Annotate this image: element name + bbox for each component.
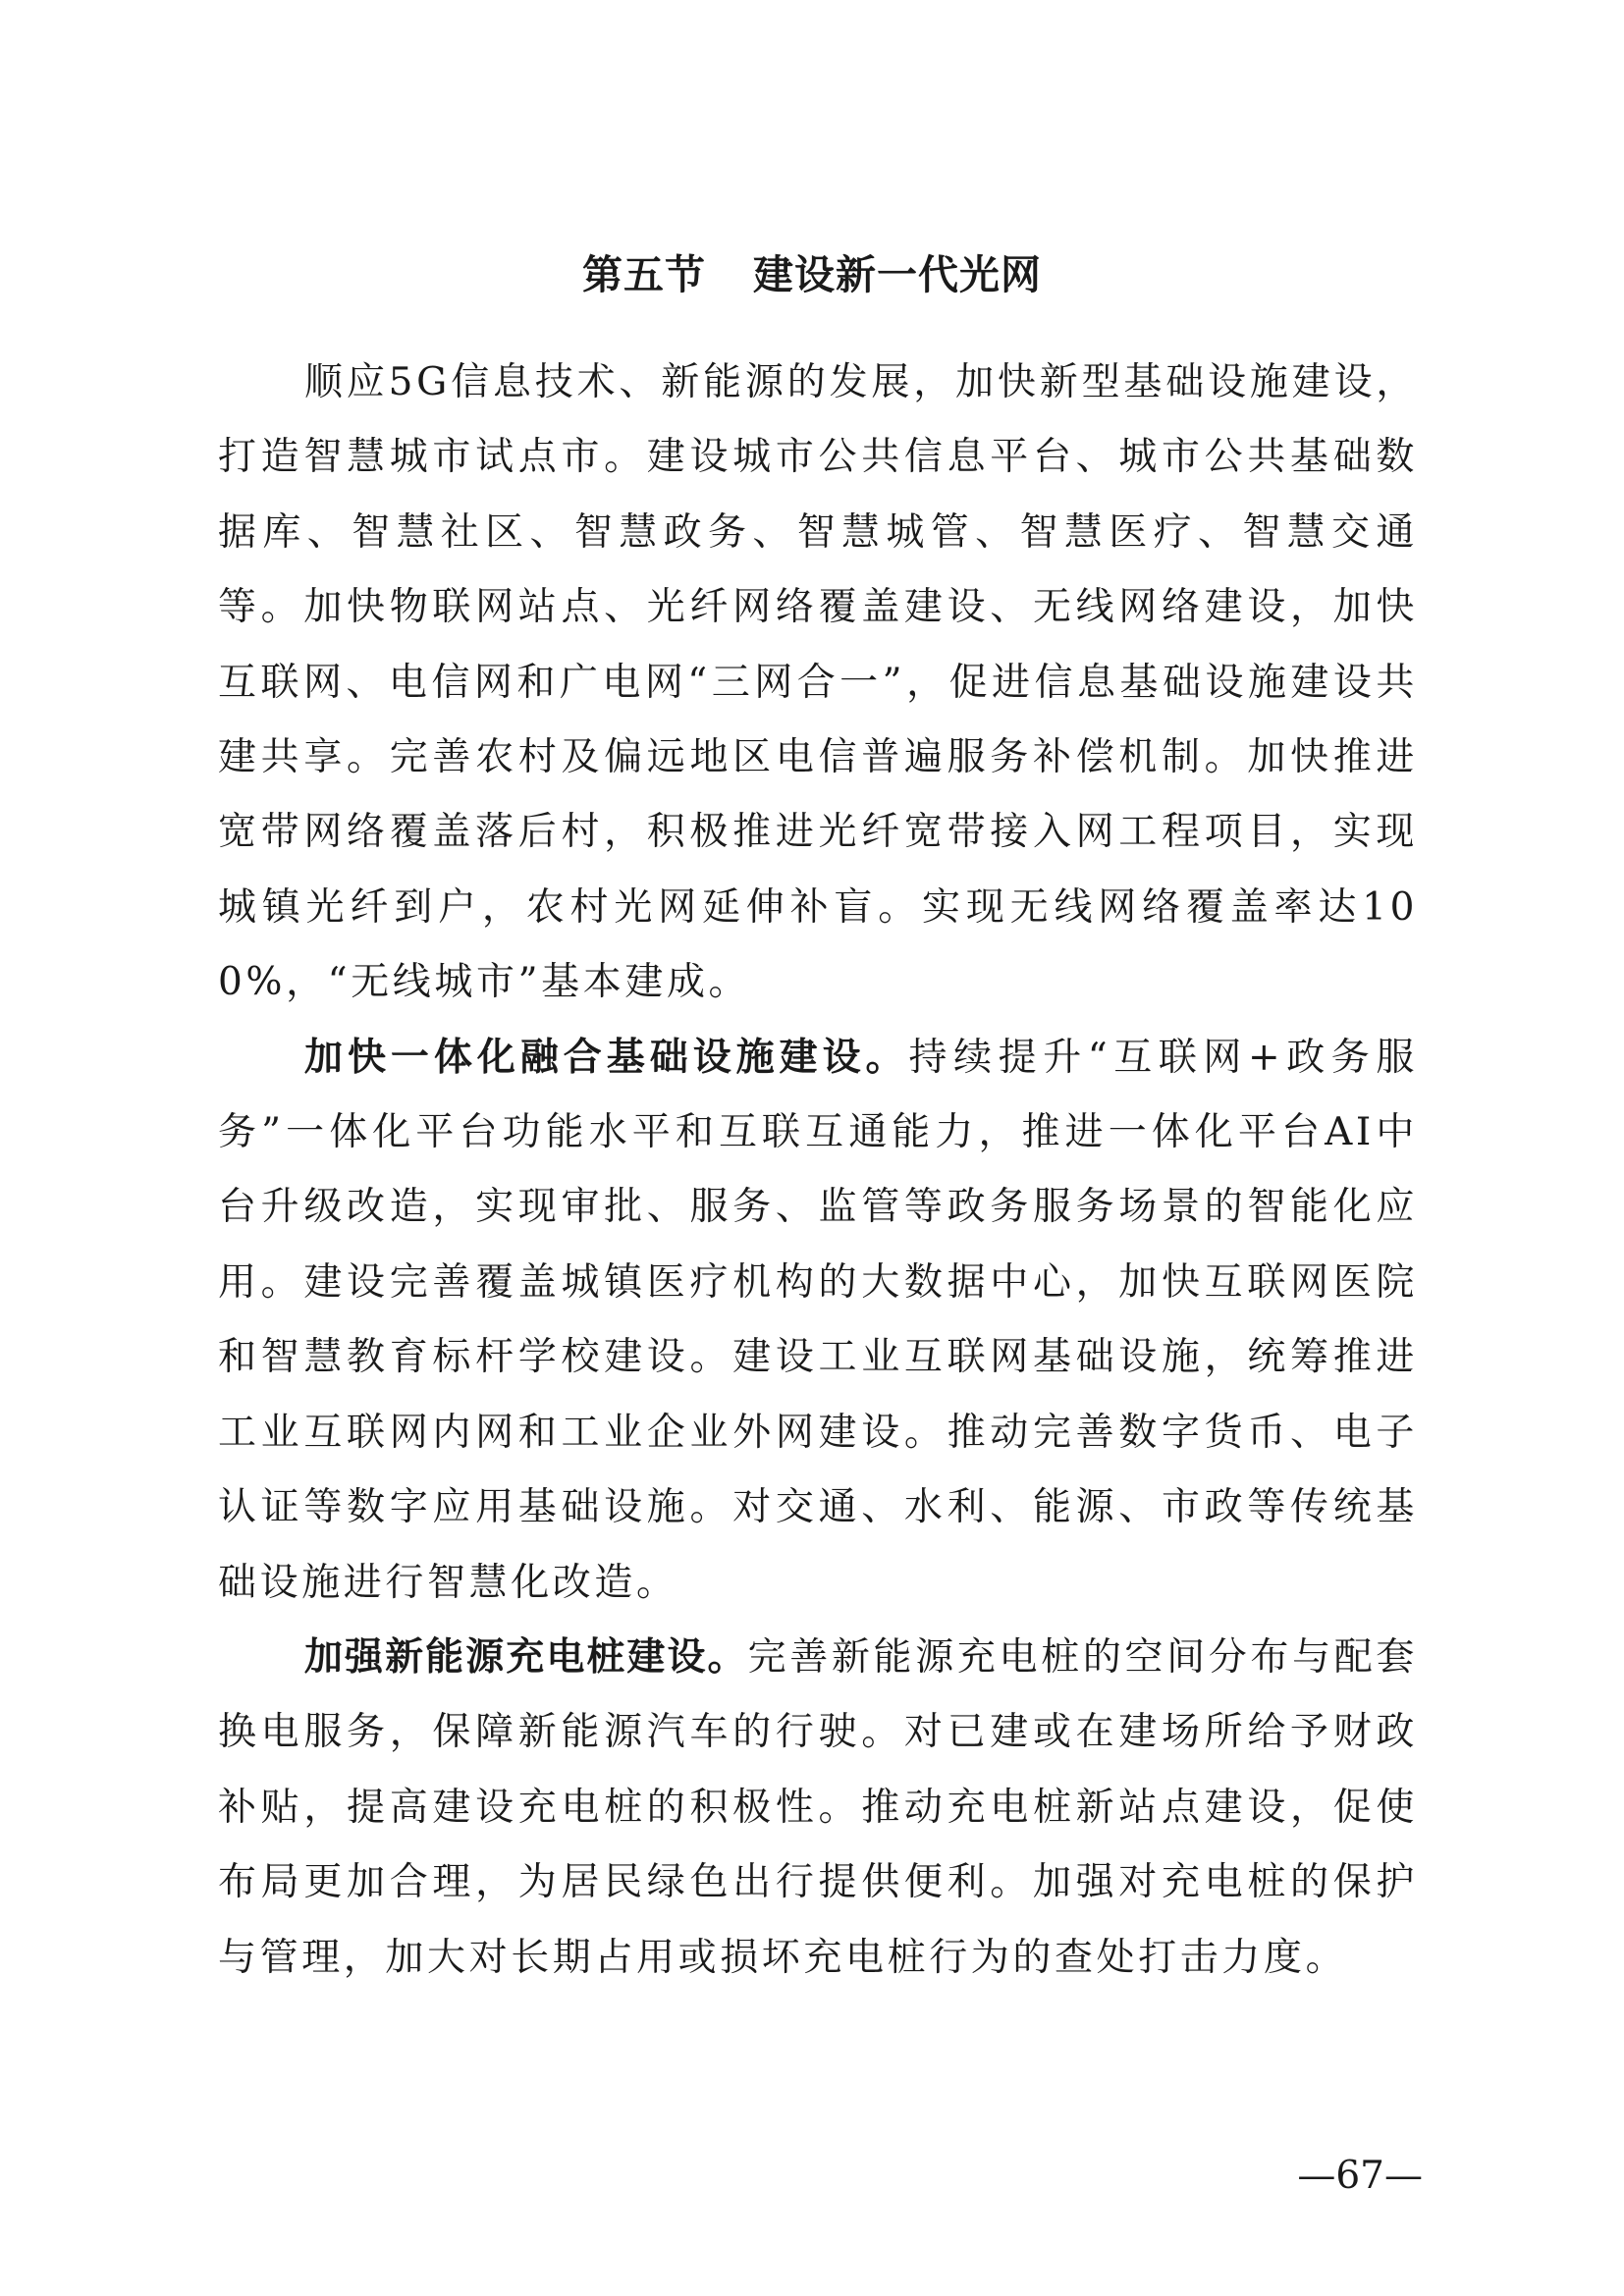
body-text: [218, 346, 1418, 1996]
paragraph-2-lead: 加快一体化融合基础设施建设。: [304, 1035, 909, 1080]
paragraph-3-text: 完善新能源充电桩的空间分布与配套换电服务，保障新能源汽车的行驶。对已建或在建场所给予财政补贴，提高建设充电桩的积极性。推动充电桩新站点建设，促使布局更加合理，为居民绿色出行提供便利。加强对充电桩的保护与管理，加大对长期占用或损坏充电桩行为的查处打击力度。: [218, 1634, 1418, 1980]
paragraph-3: [218, 1621, 1418, 1996]
section-number: 第五节: [582, 251, 706, 298]
paragraph-3-lead: 加强新能源充电桩建设。: [304, 1634, 748, 1680]
section-heading: [0, 245, 1624, 304]
paragraph-2-text: 持续提升“互联网+政务服务”一体化平台功能水平和互联互通能力，推进一体化平台AI中台升级改造，实现审批、服务、监管等政务服务场景的智能化应用。建设完善覆盖城镇医疗机构的大数据中心，加快互联网医院和智慧教育标杆学校建设。建设工业互联网基础设施，统筹推进工业互联网内网和工业企业外网建设。推动完善数字货币、电子认证等数字应用基础设施。对交通、水利、能源、市政等传统基础设施进行智慧化改造。: [218, 1035, 1418, 1605]
paragraph-1: [218, 346, 1418, 1021]
paragraph-1-text: 顺应5G信息技术、新能源的发展，加快新型基础设施建设，打造智慧城市试点市。建设城市公共信息平台、城市公共基础数据库、智慧社区、智慧政务、智慧城管、智慧医疗、智慧交通等。加快物联网站点、光纤网络覆盖建设、无线网络建设，加快互联网、电信网和广电网“三网合一”，促进信息基础设施建设共建共享。完善农村及偏远地区电信普遍服务补偿机制。加快推进宽带网络覆盖落后村，积极推进光纤宽带接入网工程项目，实现城镇光纤到户，农村光网延伸补盲。实现无线网络覆盖率达100%，“无线城市”基本建成。: [218, 360, 1418, 1005]
section-title: 建设新一代光网: [753, 251, 1042, 298]
page-number: —67—: [1297, 2154, 1423, 2198]
paragraph-2: [218, 1021, 1418, 1621]
